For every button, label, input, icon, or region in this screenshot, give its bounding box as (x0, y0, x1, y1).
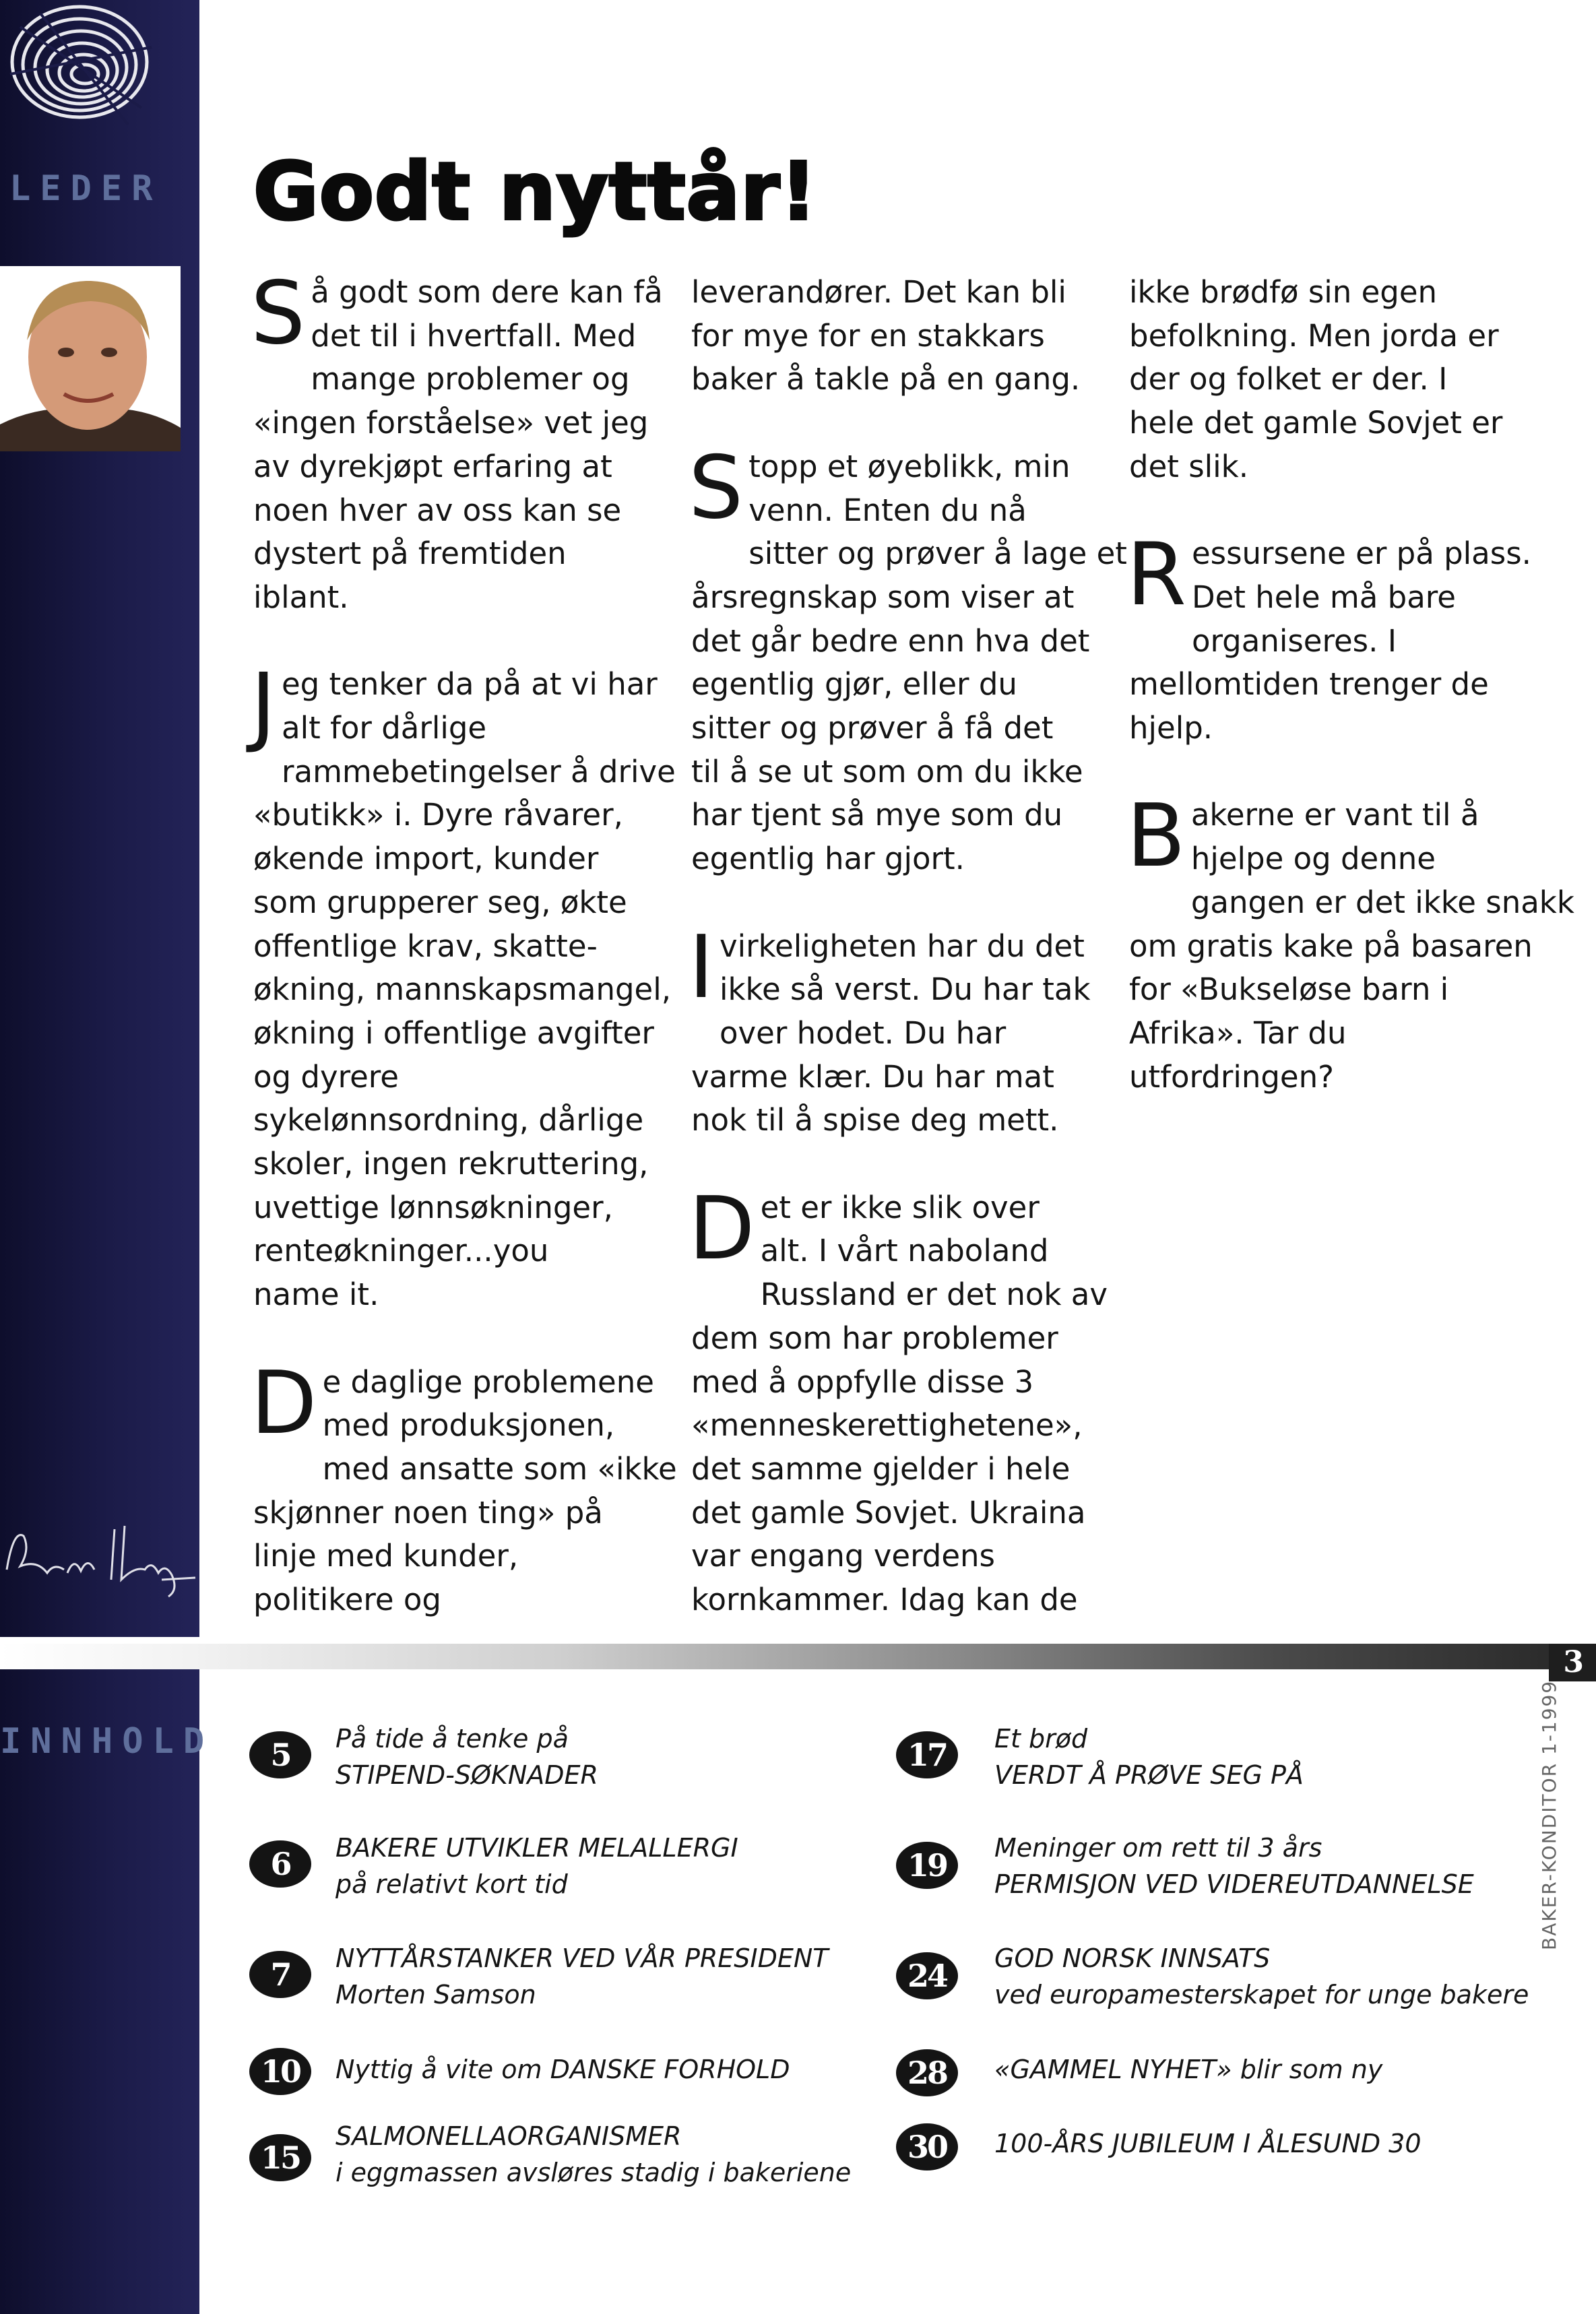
text-line: varme klær. Du har mat (691, 1058, 1054, 1095)
toc-page-badge: 19 (896, 1842, 958, 1889)
text-line: skjønner noen ting» på (253, 1494, 603, 1531)
text-line: mange problemer og (311, 361, 630, 397)
text-line: det går bedre enn hva det (691, 622, 1090, 659)
text-line: med å oppfylle disse 3 (691, 1363, 1034, 1400)
toc-line: på relativt kort tid (336, 1869, 568, 1899)
text-line: årsregnskap som viser at (691, 579, 1075, 615)
text-line: dystert på fremtiden (253, 536, 567, 572)
text-line: noen hver av oss kan se (253, 492, 622, 528)
text-line: uvettige lønnsøkninger, (253, 1189, 613, 1225)
text-line: det gamle Sovjet. Ukraina (691, 1494, 1086, 1531)
toc-line: BAKERE UTVIKLER MELALLERGI (336, 1833, 738, 1863)
text-line: name it. (253, 1277, 379, 1313)
toc-line: PERMISJON VED VIDEREUTDANNELSE (994, 1869, 1474, 1899)
toc-text (994, 2051, 1382, 2088)
paragraph (1129, 271, 1560, 489)
text-line: baker å takle på en gang. (691, 361, 1081, 397)
dropcap: I (689, 917, 714, 1018)
text-line: topp et øyeblikk, min (748, 448, 1071, 484)
text-line: leverandører. Det kan bli (691, 274, 1066, 310)
section-label-innhold: INNHOLD (0, 1721, 214, 1762)
text-line: og dyrere (253, 1058, 399, 1095)
toc-line: NYTTÅRSTANKER VED VÅR PRESIDENT (336, 1943, 829, 1973)
toc-text (336, 2118, 851, 2191)
text-line: skoler, ingen rekruttering, (253, 1146, 649, 1182)
text-line: egentlig gjør, eller du (691, 666, 1017, 703)
paragraph (691, 271, 1101, 401)
text-line: utfordringen? (1129, 1058, 1334, 1095)
text-line: alt for dårlige (282, 710, 487, 746)
text-line: for «Bukseløse barn i (1129, 971, 1449, 1008)
text-line: linje med kunder, (253, 1538, 519, 1574)
text-line: Afrika». Tar du (1129, 1015, 1347, 1051)
section-label-leder: LEDER (9, 168, 162, 209)
text-line: akerne er vant til å (1190, 797, 1479, 833)
toc-page-badge: 10 (249, 2048, 311, 2095)
toc-page-badge: 24 (896, 1952, 958, 1999)
text-line: essursene er på plass. (1191, 536, 1531, 572)
toc-page-badge: 5 (249, 1731, 311, 1778)
text-line: alt. I vårt naboland (760, 1233, 1049, 1269)
text-line: egentlig har gjort. (691, 841, 965, 877)
toc-text (336, 1721, 598, 1793)
text-line: hjelp. (1129, 710, 1213, 746)
toc-line: 100-ÅRS JUBILEUM I ÅLESUND 30 (994, 2129, 1422, 2158)
toc-line: «GAMMEL NYHET» blir som ny (994, 2055, 1383, 2084)
text-line: iblant. (253, 579, 349, 615)
paragraph (689, 917, 1101, 1143)
dropcap: S (689, 437, 744, 538)
toc-text (994, 1940, 1529, 2013)
toc-line: VERDT Å PRØVE SEG PÅ (994, 1760, 1304, 1790)
text-line: var engang verdens (691, 1538, 995, 1574)
text-line: til å se ut som om du ikke (691, 753, 1083, 790)
text-line: sykelønnsordning, dårlige (253, 1102, 644, 1138)
text-line: der og folket er der. I (1129, 361, 1448, 397)
text-line: kornkammer. Idag kan de (691, 1582, 1078, 1618)
fingerprint-icon (0, 0, 162, 141)
text-line: økning i offentlige avgifter (253, 1015, 654, 1051)
dropcap: S (251, 263, 306, 364)
text-line: for mye for en stakkars (691, 317, 1045, 354)
text-line: ikke brødfø sin egen (1129, 274, 1438, 310)
text-line: «butikk» i. Dyre råvarer, (253, 797, 623, 833)
text-line: over hodet. Du har (720, 1015, 1007, 1051)
toc-line: På tide å tenke på (336, 1724, 569, 1754)
toc-line: ved europamesterskapet for unge bakere (994, 1980, 1529, 2010)
dropcap: D (689, 1178, 755, 1279)
text-line: hjelpe og denne (1190, 841, 1436, 877)
text-line: dem som har problemer (691, 1320, 1058, 1356)
text-line: som grupperer seg, økte (253, 884, 627, 920)
text-line: et er ikke slik over (760, 1189, 1040, 1225)
text-line: venn. Enten du nå (748, 492, 1027, 528)
text-line: rammebetingelser å drive (282, 753, 676, 790)
dropcap: D (251, 1353, 317, 1454)
toc-line: STIPEND-SØKNADER (336, 1760, 598, 1790)
text-line: «ingen forståelse» vet jeg (253, 405, 649, 441)
text-line: det til i hvertfall. Med (311, 317, 637, 354)
text-line: organiseres. I (1191, 622, 1397, 659)
paragraph (251, 1353, 677, 1622)
dropcap: B (1126, 786, 1186, 887)
paragraph (689, 1178, 1108, 1622)
text-line: Russland er det nok av (760, 1277, 1108, 1313)
paragraph (689, 437, 1127, 881)
text-line: e daglige problemene (322, 1363, 654, 1400)
text-line: med ansatte som «ikke (322, 1450, 677, 1487)
page-number: 3 (1563, 1645, 1584, 1679)
article-column-2 (689, 271, 1127, 1665)
article-column-3 (1126, 271, 1574, 1143)
paragraph (1126, 786, 1574, 1099)
text-line: om gratis kake på basaren (1129, 928, 1533, 964)
text-line: å godt som dere kan få (311, 274, 663, 310)
text-line: politikere og (253, 1582, 441, 1618)
toc-text (336, 1940, 829, 2013)
text-line: det samme gjelder i hele (691, 1450, 1071, 1487)
toc-page-badge: 28 (896, 2049, 958, 2096)
dropcap: J (251, 655, 276, 757)
toc-line: Nyttig å vite om DANSKE FORHOLD (336, 2055, 790, 2084)
text-line: det slik. (1129, 448, 1249, 484)
text-line: hele det gamle Sovjet er (1129, 405, 1503, 441)
text-line: sitter og prøver å få det (691, 710, 1054, 746)
dropcap: R (1126, 525, 1186, 626)
text-line: økning, mannskapsmangel, (253, 971, 672, 1008)
paragraph (251, 263, 663, 620)
text-line: av dyrekjøpt erfaring at (253, 448, 612, 484)
paragraph (1126, 525, 1560, 750)
text-line: offentlige krav, skatte- (253, 928, 598, 964)
text-line: økende import, kunder (253, 841, 599, 877)
toc-line: i eggmassen avsløres stadig i bakeriene (336, 2158, 852, 2187)
toc-page-badge: 7 (249, 1951, 311, 1998)
text-line: «menneskerettighetene», (691, 1407, 1083, 1444)
text-line: eg tenker da på at vi har (282, 666, 658, 703)
text-line: gangen er det ikke snakk (1190, 884, 1574, 920)
text-line: med produksjonen, (322, 1407, 615, 1444)
text-line: Det hele må bare (1191, 579, 1456, 615)
paragraph (251, 655, 676, 1317)
toc-line: GOD NORSK INNSATS (994, 1943, 1271, 1973)
toc-page-badge: 30 (896, 2123, 958, 2171)
toc-line: SALMONELLAORGANISMER (336, 2121, 682, 2151)
text-line: renteøkninger...you (253, 1233, 549, 1269)
text-line: har tjent så mye som du (691, 797, 1063, 833)
text-line: ikke så verst. Du har tak (720, 971, 1091, 1008)
toc-page-badge: 6 (249, 1840, 311, 1888)
toc-text (994, 1830, 1474, 1902)
text-line: nok til å spise deg mett. (691, 1102, 1059, 1138)
text-line: virkeligheten har du det (720, 928, 1085, 964)
toc-page-badge: 17 (896, 1731, 958, 1778)
toc-line: Et brød (994, 1724, 1088, 1754)
signature (0, 1489, 199, 1603)
toc-page-badge: 15 (249, 2134, 311, 2181)
toc-line: Morten Samson (336, 1980, 536, 2010)
toc-line: Meninger om rett til 3 års (994, 1833, 1322, 1863)
publication-caption: BAKER-KONDITOR 1-1999 (1538, 1679, 1560, 1950)
toc-text (336, 2051, 790, 2088)
text-line: sitter og prøver å lage et (748, 536, 1127, 572)
toc-text (336, 1830, 738, 1902)
divider-band (0, 1644, 1596, 1669)
headline: Godt nyttår! (253, 145, 818, 238)
toc-text (994, 1721, 1304, 1793)
article-column-1 (251, 263, 677, 1665)
author-photo (0, 266, 181, 451)
sidebar (0, 0, 199, 1637)
text-line: befolkning. Men jorda er (1129, 317, 1499, 354)
text-line: mellomtiden trenger de (1129, 666, 1489, 703)
toc-text (994, 2125, 1422, 2162)
